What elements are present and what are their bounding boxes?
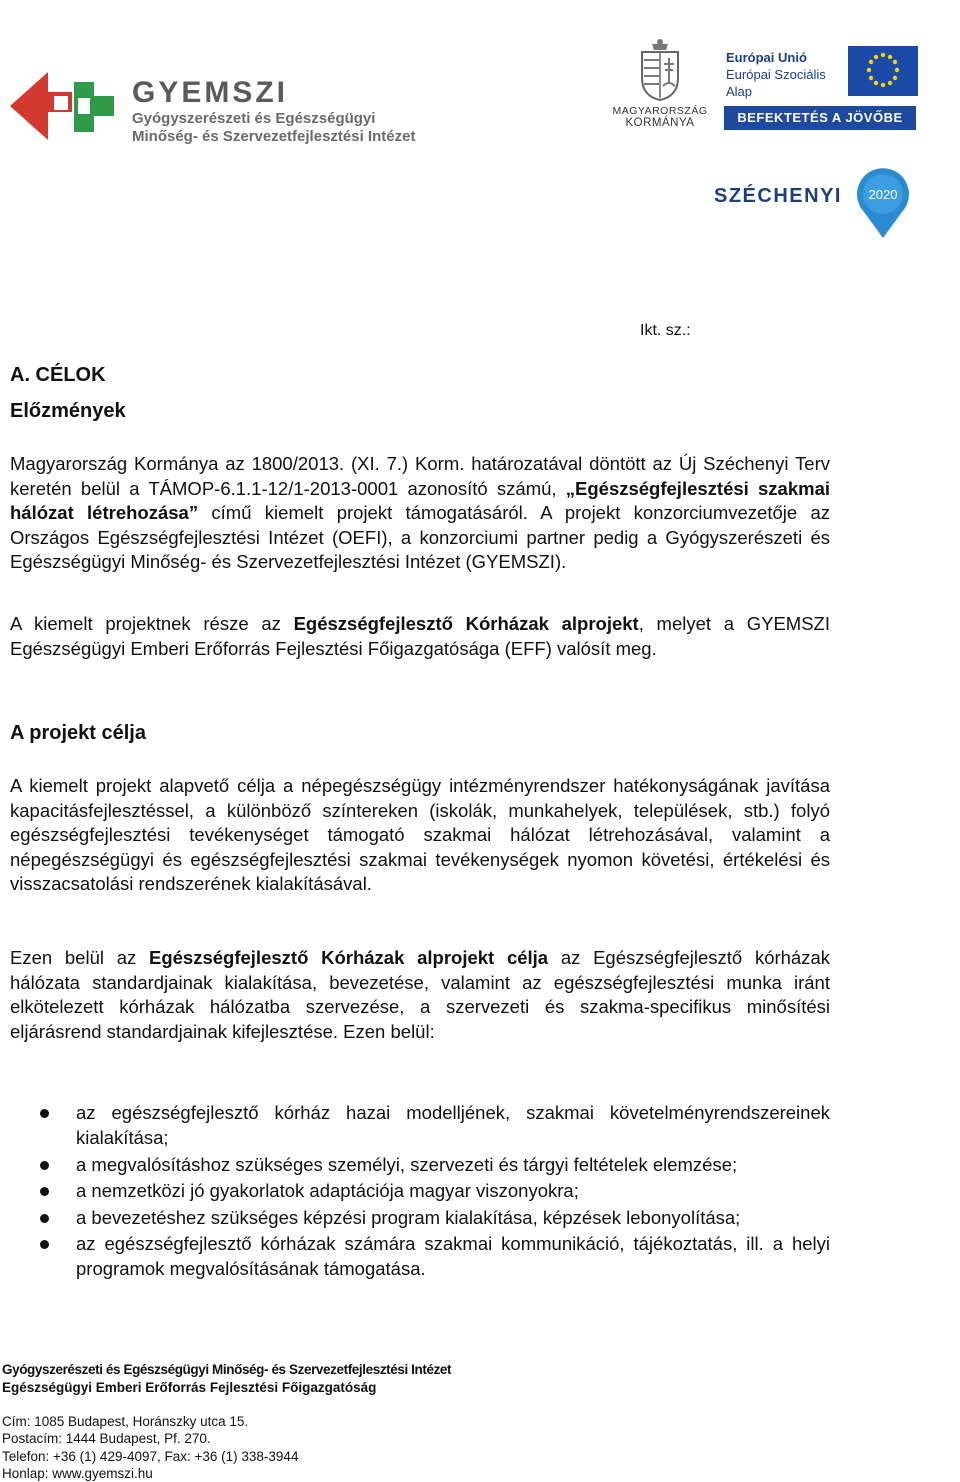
eu-banner: BEFEKTETÉS A JÖVŐBE (724, 106, 916, 130)
footer-address: Cím: 1085 Budapest, Horánszky utca 15. (2, 1414, 249, 1429)
list-item-text: a bevezetéshez szükséges képzési program kialakítása, képzések lebonyolítása; (76, 1206, 741, 1228)
list-item (40, 1205, 830, 1230)
p2-rest: , melyet a GYEMSZI Egészségügyi Emberi Erőforrás Fejlesztési Főigazgatósága (EFF) valósít meg. (10, 613, 830, 659)
kormany-line-1: MAGYARORSZÁG (612, 105, 708, 117)
gyemszi-name: GYEMSZI (132, 76, 289, 109)
list-item (40, 1152, 830, 1177)
paragraph-alprojekt (10, 612, 830, 661)
list-item-text: az egészségfejlesztő kórházak számára szakmai kommunikáció, tájékoztatás, ill. a helyi programok megvalósításának támogatása. (76, 1233, 830, 1280)
p4-start: Ezen belül az (10, 947, 137, 968)
szechenyi-text: SZÉCHENYI (714, 185, 842, 207)
bullet-icon (40, 1187, 49, 1196)
projekt-celja-heading: A projekt célja (10, 722, 146, 744)
gyemszi-cross-icon (10, 68, 120, 140)
footer-dept: Egészségügyi Emberi Erőforrás Fejlesztési Főigazgatóság (2, 1380, 377, 1395)
kormany-line-2: KORMÁNYA (625, 117, 695, 129)
p1-text: Magyarország Kormánya az 1800/2013. (XI. 7.) Korm. határozatával döntött az Új Széchenyi Terv keretén belül a TÁMOP-6.1.1-12/1-2013-0001 azonosító számú, (10, 453, 830, 499)
footer-web[interactable]: Honlap: www.gyemszi.hu (2, 1466, 153, 1482)
eu-line-1: Európai Unió (726, 50, 807, 65)
eu-logo (724, 46, 918, 134)
kormany-logo (608, 38, 712, 138)
p4-rest: az Egészségfejlesztő kórházak hálózata standardjainak kialakítása, bevezetése, valamint az egészségfejlesztési munka iránt elkötelezett kórházak hálózatba szervezése, a szervezeti és szakma-specifikus minősítési eljárásrend standardjainak kifejlesztése. Ezen belül: (10, 947, 831, 1042)
list-item-text: a megvalósításhoz szükséges személyi, szervezeti és tárgyi feltételek elemzése; (76, 1153, 738, 1175)
eu-line-2: Európai Szociális (726, 67, 826, 82)
footer-org: Gyógyszerészeti és Egészségügyi Minőség- és Szervezetfejlesztési Intézet (2, 1362, 452, 1377)
footer-address-block (2, 1413, 298, 1482)
eu-flag-icon (848, 46, 918, 96)
location-pin-icon (852, 168, 914, 240)
footer-phone: Telefon: +36 (1) 429-4097, Fax: +36 (1) 338-3944 (2, 1448, 299, 1464)
hungarian-crest-icon (638, 38, 682, 102)
eu-line-3: Alap (726, 84, 753, 99)
elozmenyek-heading: Előzmények (10, 400, 126, 422)
ikt-label: Ikt. sz.: (640, 322, 691, 339)
p4-bold: Egészségfejlesztő Kórházak alprojekt célja (149, 947, 549, 968)
footer-postal: Postacím: 1444 Budapest, Pf. 270. (2, 1431, 211, 1447)
paragraph-celja: A kiemelt projekt alapvető célja a népegészségügy intézményrendszer hatékonyságának javítása kapacitásfejlesztéssel, a különböző színtereken (iskolák, munkahelyek, települések, stb.) folyó egészségfejlesztési tevékenységet támogató szakmai hálózat létrehozásával, valamint a népegészségügyi és egészségfejlesztési szakmai tevékenységek nyomon követési, értékelési és visszacsatolási rendszerének kialakításával. (10, 775, 830, 895)
paragraph-alprojekt-celja (10, 946, 830, 1044)
goals-list (40, 1100, 830, 1282)
gyemszi-subtitle-2: Minőség- és Szervezetfejlesztési Intézet (132, 128, 416, 145)
p2-alprojekt: Egészségfejlesztő Kórházak alprojekt (293, 613, 639, 634)
list-item (40, 1178, 830, 1203)
list-item (40, 1231, 830, 1282)
bullet-icon (40, 1109, 49, 1118)
szechenyi-2020-logo (712, 168, 912, 238)
bullet-icon (40, 1161, 49, 1170)
p2-start: A kiemelt projektnek része az (10, 613, 281, 634)
paragraph-elozmenyek (10, 452, 830, 575)
list-item-text: az egészségfejlesztő kórház hazai modelljének, szakmai követelményrendszereinek kialakítása; (76, 1102, 830, 1149)
gyemszi-subtitle-1: Gyógyszerészeti és Egészségügyi (132, 110, 376, 127)
section-a-heading: A. CÉLOK (10, 364, 106, 386)
list-item-text: a nemzetközi jó gyakorlatok adaptációja magyar viszonyokra; (76, 1180, 579, 1202)
bullet-icon (40, 1214, 49, 1223)
p1-rest: című kiemelt projekt támogatásáról. A projekt konzorciumvezetője az Országos Egészségfejlesztési Intézet (OEFI), a konzorciumi partner pedig a Gyógyszerészeti és Egészségügyi Minőség- és Szervezetfejlesztési Intézet (GYEMSZI). (10, 502, 830, 573)
list-item (40, 1100, 830, 1151)
gyemszi-logo (10, 50, 460, 145)
szechenyi-year: 2020 (868, 187, 898, 202)
bullet-icon (40, 1240, 49, 1249)
p1-project-title: „Egészségfejlesztési szakmai hálózat létrehozása” (10, 477, 831, 524)
